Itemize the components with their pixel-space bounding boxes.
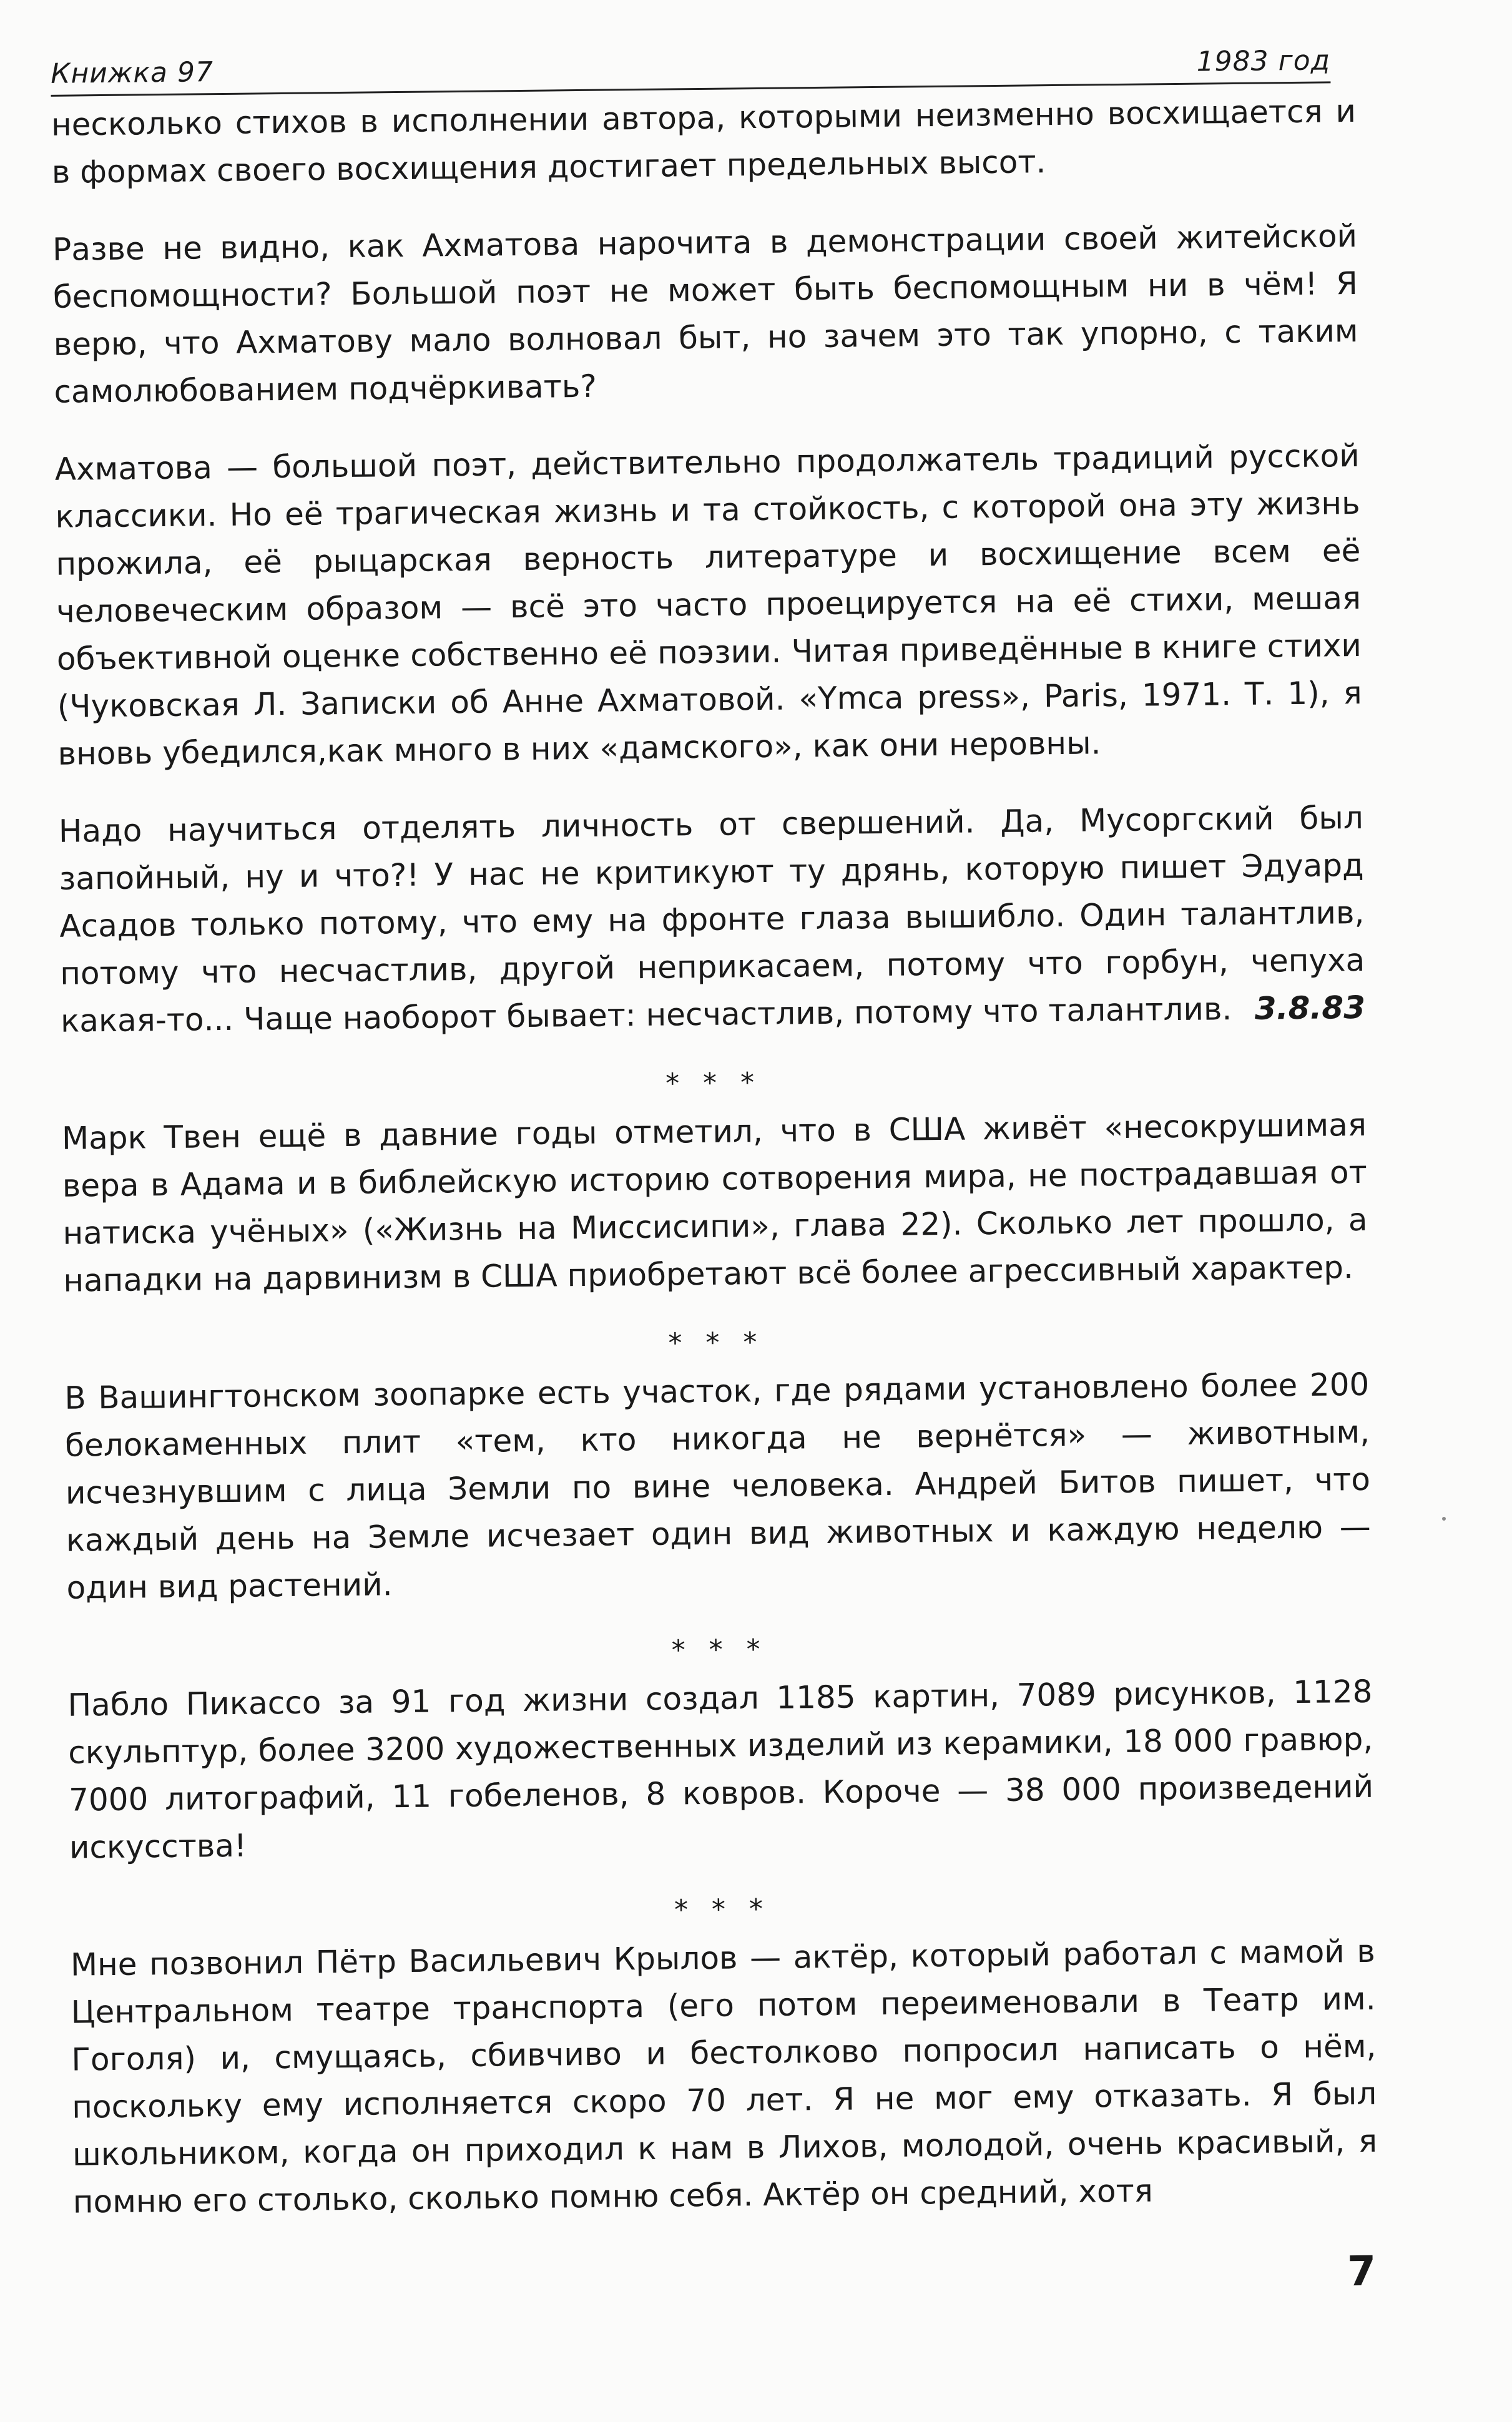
running-header [50, 12, 1330, 96]
header-year: 1983 год [1196, 44, 1331, 78]
section-separator: * * * [665, 1067, 762, 1100]
paragraph-personality: Надо научиться отделять личность от свершений. Да, Мусоргский был запойный, ну и что?! У нас не критикуют ту дрянь, которую пишет Эдуард Асадов только потому, что ему на фронте глаза вышибло. Один талантлив, потому что несчастлив, другой неприкасаем, потому что горбун, чепуха какая-то... Чаще наоборот бывает: несчастлив, потому что талантлив. [58, 799, 1365, 1039]
entry-mark-twain: Марк Твен ещё в давние годы отметил, что в США живёт «несокрушимая вера в Адама и в библейскую историю сотворения мира, не пострадавшая от натиска учёных» («Жизнь на Миссисипи», глава 22). Сколько лет прошло, а нападки на дарвинизм в США приобретают всё более агрессивный характер. [61, 1106, 1368, 1299]
page-text [51, 87, 1378, 2256]
section-separator: * * * [668, 1326, 765, 1360]
header-book-title: Книжка 97 [50, 56, 214, 90]
entry-krylov: Мне позвонил Пётр Васильевич Крылов — актёр, который работал с мамой в Центральном театре транспорта (его потом переименовали в Театр им. Гоголя) и, смущаясь, сбивчиво и бестолково попросил написать о нём, поскольку ему исполняется скоро 70 лет. Я не мог ему отказать. Я был школьником, когда он приходил к нам в Лихов, молодой, очень красивый, я помню его столько, сколько помню себя. Актёр он средний, хотя [70, 1933, 1378, 2220]
entry-picasso: Пабло Пикассо за 91 год жизни создал 1185 картин, 7089 рисунков, 1128 скульптур, более 3200 художественных изделий из керамики, 18 000 гравюр, 7000 литографий, 11 гобеленов, 8 ковров. Короче — 38 000 произведений искусства! [67, 1673, 1374, 1866]
paragraph-akhmatova-poet: Ахматова — большой поэт, действительно продолжатель традиций русской классики. Но её трагическая жизнь и та стойкость, с которой она эту жизнь прожила, её рыцарская верность литературе и восхищение всем её человеческим образом — всё это часто проецируется на её стихи, мешая объективной оценке собственно её поэзии. Читая приведённые в книге стихи (Чуковская Л. Записки об Анне Ахматовой. «Ymca press», Paris, 1971. Т. 1), я вновь убедился,как много в них «дамского», как они неровны. [54, 437, 1362, 772]
section-separator: * * * [674, 1893, 771, 1926]
paper-speck [1442, 1517, 1446, 1521]
page-number: 7 [1347, 2247, 1377, 2296]
entry-washington-zoo: В Вашингтонском зоопарке есть участок, где рядами установлено более 200 белокаменных плит «тем, кто никогда не вернётся» — животным, исчезнувшим с лица Земли по вине человека. Андрей Битов пишет, что каждый день на Земле исчезает один вид животных и каждую неделю — один вид растений. [64, 1366, 1371, 1606]
paragraph-akhmatova-helplessness: Разве не видно, как Ахматова нарочита в демонстрации своей житейской беспомощности? Большой поэт не может быть беспомощным ни в чём! Я верю, что Ахматову мало волновал быт, но зачем это так упорно, с таким самолюбованием подчёркивать? [52, 217, 1358, 410]
paragraph-continuation: несколько стихов в исполнении автора, которыми неизменно восхищается и в формах своего восхищения достигает предельных высот. [51, 92, 1357, 190]
section-separator: * * * [671, 1633, 768, 1667]
entry-date: 3.8.83 [1254, 989, 1366, 1027]
